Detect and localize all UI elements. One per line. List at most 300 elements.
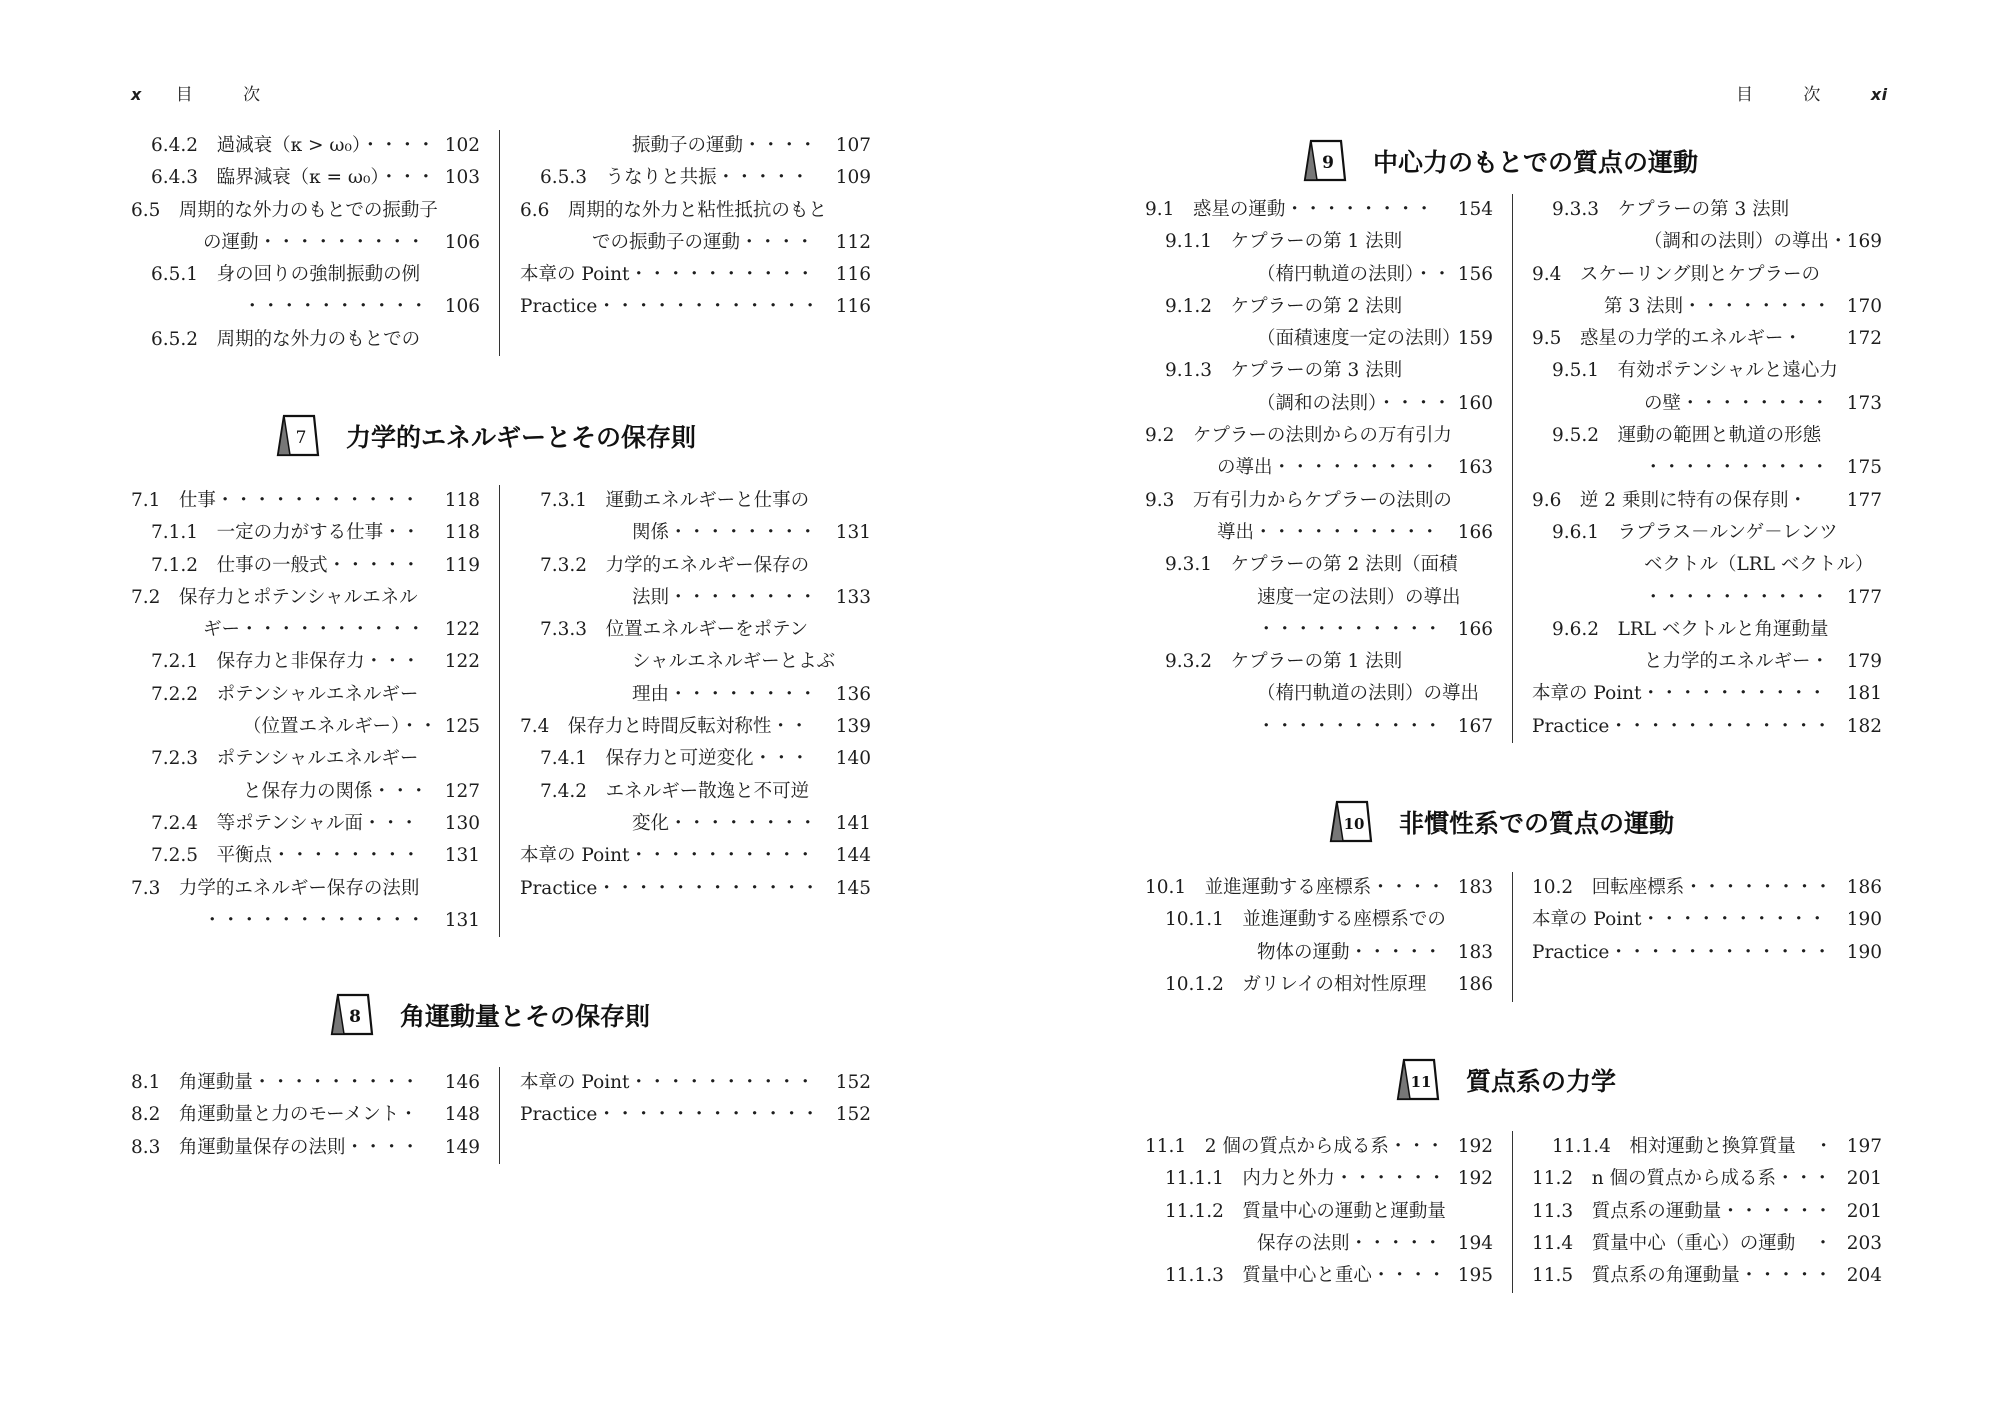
toc-entry	[1145, 388, 1493, 420]
toc-entry-text: 7.2.1 保存力と非保存力・・・	[151, 651, 421, 673]
toc-entry	[1532, 614, 1882, 646]
left-header-word-2: 次	[243, 85, 261, 105]
toc-entry-text: 7.4.2 エネルギー散逸と不可逆	[540, 780, 810, 802]
toc-entry-text: ギー・・・・・・・・・・	[203, 619, 426, 641]
toc-entry-text: 6.4.3 臨界減衰（κ = ω₀）・・・	[151, 167, 436, 189]
toc-page-number: 107	[835, 135, 871, 156]
chapter-number-icon	[1392, 1058, 1440, 1102]
toc-entry	[1532, 1163, 1882, 1195]
toc-page-number: 186	[1457, 973, 1493, 995]
toc-entry-text: 7.3 力学的エネルギー保存の法則	[131, 877, 420, 899]
toc-entry-text: 理由・・・・・・・・	[632, 683, 818, 705]
toc-block-ch10	[1145, 872, 1882, 1002]
toc-left-column	[1145, 194, 1493, 743]
toc-entry-text: 6.4.2 過減衰（κ > ω₀）・・・・	[151, 135, 436, 156]
toc-page-number: 131	[444, 909, 480, 931]
toc-entry-text: 7.2.4 等ポテンシャル面・・・	[151, 812, 419, 834]
toc-page-number: 166	[1457, 521, 1493, 543]
toc-entry-text: の導出・・・・・・・・・	[1217, 457, 1440, 479]
toc-page-number: 118	[444, 490, 480, 511]
toc-page-number: 156	[1457, 263, 1493, 285]
toc-page-number: 119	[444, 554, 480, 576]
toc-page-number: 159	[1457, 328, 1493, 350]
toc-entry-text: 9.6.1 ラプラス－ルンゲ－レンツ	[1552, 521, 1838, 543]
toc-entry	[131, 679, 480, 711]
toc-entry-text: の運動・・・・・・・・・	[203, 231, 426, 253]
toc-page-number: 203	[1846, 1232, 1882, 1254]
toc-entry-text: 7.2.5 平衡点・・・・・・・・	[151, 845, 421, 867]
column-divider	[499, 130, 500, 356]
toc-entry	[1145, 711, 1493, 743]
column-divider	[499, 1067, 500, 1164]
toc-right-column	[520, 485, 871, 905]
toc-entry	[1532, 872, 1882, 904]
toc-page-number: 122	[444, 619, 480, 641]
toc-entry	[1145, 517, 1493, 549]
toc-entry	[1145, 614, 1493, 646]
toc-page-number: 170	[1846, 295, 1882, 317]
toc-entry	[131, 195, 480, 227]
toc-entry	[1532, 646, 1882, 678]
toc-page-number: 148	[444, 1104, 480, 1126]
column-divider	[1512, 194, 1513, 743]
toc-page-number: 192	[1457, 1136, 1493, 1157]
toc-entry-text: 7.1.1 一定の力がする仕事・・	[151, 522, 421, 544]
toc-page-number: 195	[1457, 1265, 1493, 1287]
toc-entry-text: 10.1 並進運動する座標系・・・・	[1145, 877, 1446, 898]
toc-entry	[520, 259, 871, 291]
toc-entry-text: と保存力の関係・・・	[243, 780, 429, 802]
toc-entry-text: 導出・・・・・・・・・・	[1217, 521, 1440, 543]
toc-entry-text: 11.1.1 内力と外力・・・・・・	[1165, 1168, 1446, 1190]
toc-entry-text: 9.1 惑星の運動・・・・・・・・	[1145, 199, 1434, 220]
toc-entry	[1145, 291, 1493, 323]
toc-entry	[1532, 549, 1882, 581]
toc-entry-text: 11.4 質量中心（重心）の運動 ・	[1532, 1232, 1833, 1254]
toc-entry-text: 8.2 角運動量と力のモーメント・	[131, 1104, 418, 1126]
toc-entry	[520, 646, 871, 678]
chapter-title-text: 角運動量とその保存則	[400, 1002, 651, 1031]
toc-entry	[1532, 226, 1882, 258]
toc-entry	[1145, 194, 1493, 226]
toc-right-column	[1532, 1131, 1882, 1292]
toc-entry-text: 7.4.1 保存力と可逆変化・・・	[540, 748, 810, 770]
toc-page-number: 125	[444, 716, 480, 738]
toc-entry	[131, 130, 480, 162]
toc-entry	[520, 679, 871, 711]
column-divider	[1512, 872, 1513, 1002]
toc-page-number: 175	[1846, 457, 1882, 479]
toc-entry	[520, 1099, 871, 1131]
toc-entry	[131, 1067, 480, 1099]
toc-entry	[1145, 646, 1493, 678]
toc-page-number: 152	[835, 1104, 871, 1126]
toc-entry-text: 8.1 角運動量・・・・・・・・・	[131, 1072, 420, 1093]
toc-page-number: 146	[444, 1072, 480, 1093]
toc-entry	[1145, 485, 1493, 517]
toc-entry-text: 6.5.3 うなりと共振・・・・・	[540, 167, 810, 189]
toc-entry-text: ・・・・・・・・・・	[1644, 457, 1830, 479]
toc-entry	[1145, 355, 1493, 387]
toc-entry-text: 11.1.3 質量中心と重心・・・・	[1165, 1265, 1446, 1287]
toc-entry	[520, 582, 871, 614]
toc-page-number: 154	[1457, 199, 1493, 220]
toc-page-number: 131	[835, 522, 871, 544]
toc-entry	[520, 550, 871, 582]
toc-entry	[1145, 969, 1493, 1001]
toc-block-ch9	[1145, 194, 1882, 743]
toc-entry-text: 振動子の運動・・・・	[632, 135, 818, 156]
toc-entry-text: 11.1.4 相対運動と換算質量 ・	[1552, 1136, 1833, 1157]
toc-entry	[520, 711, 871, 743]
toc-page-number: 149	[444, 1136, 480, 1158]
toc-page-number: 183	[1457, 877, 1493, 898]
toc-page-number: 116	[835, 296, 871, 318]
toc-block-ch8	[131, 1067, 871, 1164]
toc-entry-text: Practice・・・・・・・・・・・・	[1532, 941, 1832, 963]
toc-entry-text: 11.1 2 個の質点から成る系・・・	[1145, 1136, 1445, 1157]
toc-entry	[1145, 1163, 1493, 1195]
toc-entry-text: （位置エネルギー）・・	[243, 716, 438, 738]
toc-entry	[131, 743, 480, 775]
toc-entry-text: 9.1.3 ケプラーの第 3 法則	[1165, 360, 1403, 382]
toc-entry	[520, 1067, 871, 1099]
toc-right-column	[1532, 872, 1882, 969]
toc-page-number: 163	[1457, 457, 1493, 479]
toc-entry-text: 保存の法則・・・・・	[1257, 1232, 1443, 1254]
toc-entry	[1145, 937, 1493, 969]
toc-entry-text: （調和の法則）の導出・	[1644, 231, 1848, 253]
toc-page-number: 106	[444, 296, 480, 318]
toc-page-number: 182	[1846, 715, 1882, 737]
toc-left-column	[1145, 1131, 1493, 1292]
toc-entry-text: 9.6 逆 2 乗則に特有の保存則・	[1532, 489, 1807, 511]
toc-entry	[520, 227, 871, 259]
toc-entry	[131, 517, 480, 549]
chapter-number: 8	[349, 1007, 361, 1027]
toc-entry	[520, 614, 871, 646]
toc-entry	[1532, 323, 1882, 355]
toc-entry	[520, 873, 871, 905]
toc-entry-text: 7.3.1 運動エネルギーと仕事の	[540, 490, 810, 511]
column-divider	[1512, 1131, 1513, 1293]
chapter-number: 10	[1343, 815, 1365, 833]
toc-entry	[131, 162, 480, 194]
toc-page-number: 116	[835, 264, 871, 286]
toc-entry-text: （楕円軌道の法則）・・	[1257, 263, 1452, 285]
toc-entry	[1532, 582, 1882, 614]
toc-right-column	[520, 1067, 871, 1132]
toc-page-number: 109	[835, 167, 871, 189]
toc-entry-text: 10.2 回転座標系・・・・・・・・	[1532, 877, 1833, 898]
toc-entry	[131, 905, 480, 937]
toc-page-number: 133	[835, 586, 871, 608]
toc-entry	[1532, 678, 1882, 710]
toc-page-number: 118	[444, 522, 480, 544]
toc-entry-text: Practice・・・・・・・・・・・・	[520, 1104, 820, 1126]
toc-page-number: 172	[1846, 328, 1882, 350]
toc-entry	[1532, 1131, 1882, 1163]
toc-page-number: 106	[444, 231, 480, 253]
toc-page-number: 152	[835, 1072, 871, 1093]
toc-entry-text: 9.1.1 ケプラーの第 1 法則	[1165, 231, 1403, 253]
toc-entry-text: 9.1.2 ケプラーの第 2 法則	[1165, 295, 1403, 317]
right-page-number: xi	[1870, 85, 1888, 104]
toc-entry	[520, 840, 871, 872]
toc-page-number: 181	[1846, 683, 1882, 705]
right-page-header	[1736, 80, 1888, 105]
toc-entry-text: （面積速度一定の法則）	[1257, 328, 1461, 350]
toc-entry	[1532, 194, 1882, 226]
left-header-word-1: 目	[175, 85, 194, 105]
toc-entry-text: 6.6 周期的な外力と粘性抵抗のもと	[520, 199, 827, 221]
toc-entry-text: 11.5 質点系の角運動量・・・・・	[1532, 1265, 1833, 1287]
toc-page-number: 102	[444, 135, 480, 156]
toc-entry-text: 関係・・・・・・・・	[632, 522, 818, 544]
toc-entry-text: ・・・・・・・・・・	[1644, 586, 1830, 608]
toc-page-number: 173	[1846, 392, 1882, 414]
toc-entry	[1145, 420, 1493, 452]
chapter-number: 7	[295, 428, 307, 448]
toc-entry	[520, 162, 871, 194]
toc-entry	[1532, 711, 1882, 743]
toc-entry	[1145, 452, 1493, 484]
toc-entry	[1532, 291, 1882, 323]
toc-entry	[131, 291, 480, 323]
toc-entry	[1145, 904, 1493, 936]
right-header-word-1: 目	[1736, 85, 1754, 105]
toc-entry	[520, 776, 871, 808]
toc-entry	[1145, 259, 1493, 291]
toc-entry-text: （調和の法則）・・・・	[1257, 392, 1452, 414]
toc-page-number: 190	[1846, 941, 1882, 963]
toc-page-number: 103	[444, 167, 480, 189]
toc-entry-text: 9.5.1 有効ポテンシャルと遠心力	[1552, 360, 1838, 382]
toc-block-ch11	[1145, 1131, 1882, 1293]
toc-entry-text: シャルエネルギーとよぶ	[632, 651, 836, 673]
toc-entry	[520, 291, 871, 323]
toc-entry	[1532, 1260, 1882, 1292]
chapter-title	[1299, 139, 1698, 183]
toc-left-column	[131, 485, 480, 937]
toc-entry	[1145, 1196, 1493, 1228]
toc-entry-text: ・・・・・・・・・・・・	[203, 909, 426, 931]
toc-entry	[1532, 1228, 1882, 1260]
toc-entry	[1532, 904, 1882, 936]
toc-entry	[131, 1099, 480, 1131]
toc-entry-text: 7.3.2 力学的エネルギー保存の	[540, 554, 810, 576]
toc-entry	[131, 873, 480, 905]
toc-entry-text: と力学的エネルギー・	[1644, 651, 1830, 673]
toc-page-number: 122	[444, 651, 480, 673]
toc-right-column	[1532, 194, 1882, 743]
toc-page-number: 190	[1846, 909, 1882, 931]
toc-entry-text: の壁・・・・・・・・	[1644, 392, 1830, 414]
toc-entry	[520, 743, 871, 775]
toc-page-number: 177	[1846, 489, 1882, 511]
toc-entry-text: 9.6.2 LRL ベクトルと角運動量	[1552, 618, 1829, 640]
toc-entry	[1532, 485, 1882, 517]
toc-entry	[1145, 872, 1493, 904]
toc-entry	[131, 485, 480, 517]
toc-entry-text: ・・・・・・・・・・	[243, 296, 429, 318]
toc-entry	[131, 259, 480, 291]
toc-page-number: 144	[835, 845, 871, 867]
toc-page-number: 112	[835, 231, 871, 253]
toc-entry	[1145, 582, 1493, 614]
toc-page-number: 130	[444, 812, 480, 834]
toc-entry-text: 7.2.2 ポテンシャルエネルギー	[151, 683, 419, 705]
toc-entry	[131, 550, 480, 582]
toc-entry	[131, 1132, 480, 1164]
toc-entry-text: 9.4 スケーリング則とケプラーの	[1532, 263, 1821, 285]
toc-entry	[131, 582, 480, 614]
toc-page-number: 201	[1846, 1200, 1882, 1222]
toc-right-column	[520, 130, 871, 324]
toc-entry-text: 9.5.2 運動の範囲と軌道の形態	[1552, 425, 1822, 447]
toc-entry	[131, 776, 480, 808]
toc-entry-text: 第 3 法則・・・・・・・・	[1604, 295, 1832, 317]
toc-entry-text: 11.2 n 個の質点から成る系・・・	[1532, 1168, 1832, 1190]
toc-page-number: 141	[835, 812, 871, 834]
toc-entry-text: Practice・・・・・・・・・・・・	[1532, 715, 1832, 737]
toc-entry-text: 9.3.1 ケプラーの第 2 法則（面積	[1165, 554, 1458, 576]
toc-entry	[1532, 388, 1882, 420]
toc-page-number: 169	[1846, 231, 1882, 253]
toc-entry	[1532, 937, 1882, 969]
toc-page-number: 186	[1846, 877, 1882, 898]
toc-block-ch7	[131, 485, 871, 937]
toc-entry	[520, 130, 871, 162]
toc-entry	[520, 485, 871, 517]
toc-entry-text: 6.5.2 周期的な外力のもとでの	[151, 328, 421, 350]
toc-entry	[131, 711, 480, 743]
toc-entry-text: での振動子の運動・・・・	[592, 231, 815, 253]
toc-entry-text: 物体の運動・・・・・	[1257, 941, 1443, 963]
column-divider	[499, 485, 500, 937]
chapter-title-text: 非慣性系での質点の運動	[1399, 809, 1675, 838]
toc-entry-text: 9.3.3 ケプラーの第 3 法則	[1552, 199, 1790, 220]
toc-entry-text: 法則・・・・・・・・	[632, 586, 818, 608]
toc-entry	[131, 808, 480, 840]
toc-left-column	[131, 1067, 480, 1164]
chapter-number-icon	[1299, 139, 1347, 183]
toc-entry-text: 10.1.1 並進運動する座標系での	[1165, 909, 1446, 931]
toc-entry-text: 7.1.2 仕事の一般式・・・・・	[151, 554, 421, 576]
toc-entry-text: （楕円軌道の法則）の導出	[1257, 683, 1480, 705]
toc-entry	[1532, 1196, 1882, 1228]
chapter-number: 11	[1410, 1073, 1432, 1091]
toc-page-number: 127	[444, 780, 480, 802]
toc-entry	[1145, 1131, 1493, 1163]
toc-page-number: 197	[1846, 1136, 1882, 1157]
toc-entry-text: 9.2 ケプラーの法則からの万有引力	[1145, 425, 1452, 447]
toc-left-column	[131, 130, 480, 356]
chapter-title	[1392, 1058, 1616, 1102]
toc-entry-text: 本章の Point・・・・・・・・・・	[520, 1072, 815, 1093]
toc-page-number: 145	[835, 877, 871, 899]
toc-entry-text: 6.5 周期的な外力のもとでの振動子	[131, 199, 438, 221]
left-page-number: x	[131, 85, 142, 104]
toc-entry	[1145, 323, 1493, 355]
toc-entry	[1532, 355, 1882, 387]
right-header-word-2: 次	[1803, 85, 1821, 105]
toc-entry	[520, 195, 871, 227]
toc-page-number: 192	[1457, 1168, 1493, 1190]
toc-entry	[1145, 678, 1493, 710]
toc-block-ch6	[131, 130, 871, 356]
toc-page-number: 201	[1846, 1168, 1882, 1190]
toc-entry-text: 9.3.2 ケプラーの第 1 法則	[1165, 651, 1403, 673]
chapter-title	[1325, 800, 1674, 844]
toc-page-number: 131	[444, 845, 480, 867]
toc-entry-text: Practice・・・・・・・・・・・・	[520, 296, 820, 318]
chapter-title-text: 力学的エネルギーとその保存則	[346, 423, 697, 452]
toc-entry-text: 6.5.1 身の回りの強制振動の例	[151, 264, 421, 286]
toc-entry-text: 7.1 仕事・・・・・・・・・・・	[131, 490, 420, 511]
chapter-title	[326, 993, 650, 1037]
toc-entry-text: 本章の Point・・・・・・・・・・	[1532, 909, 1827, 931]
toc-entry-text: ・・・・・・・・・・	[1257, 618, 1443, 640]
toc-entry	[1145, 1228, 1493, 1260]
toc-entry-text: 11.1.2 質量中心の運動と運動量	[1165, 1200, 1446, 1222]
toc-entry	[131, 227, 480, 259]
toc-entry	[1532, 517, 1882, 549]
chapter-number: 9	[1322, 153, 1334, 173]
toc-page-number: 140	[835, 748, 871, 770]
toc-page-number: 136	[835, 683, 871, 705]
toc-entry	[1532, 259, 1882, 291]
toc-page-number: 139	[835, 716, 871, 738]
toc-entry	[1532, 420, 1882, 452]
toc-entry-text: 10.1.2 ガリレイの相対性原理	[1165, 973, 1427, 995]
toc-entry	[1145, 1260, 1493, 1292]
toc-entry-text: Practice・・・・・・・・・・・・	[520, 877, 820, 899]
toc-entry-text: 7.4 保存力と時間反転対称性・・	[520, 716, 809, 738]
toc-entry-text: 7.3.3 位置エネルギーをポテン	[540, 619, 809, 641]
toc-entry-text: 11.3 質点系の運動量・・・・・・	[1532, 1200, 1833, 1222]
chapter-title-text: 質点系の力学	[1466, 1067, 1617, 1096]
chapter-title	[272, 414, 696, 458]
toc-entry-text: 7.2 保存力とポテンシャルエネル	[131, 586, 418, 608]
toc-entry-text: 本章の Point・・・・・・・・・・	[520, 264, 815, 286]
toc-entry-text: 本章の Point・・・・・・・・・・	[520, 845, 815, 867]
toc-page-number: 167	[1457, 715, 1493, 737]
toc-entry	[131, 646, 480, 678]
toc-entry	[1145, 226, 1493, 258]
chapter-number-icon	[272, 414, 320, 458]
toc-entry-text: 変化・・・・・・・・	[632, 812, 818, 834]
toc-page-number: 177	[1846, 586, 1882, 608]
left-page-header	[131, 80, 305, 105]
toc-page-number: 183	[1457, 941, 1493, 963]
toc-entry-text: 8.3 角運動量保存の法則・・・・	[131, 1136, 420, 1158]
toc-entry	[520, 808, 871, 840]
toc-entry-text: ・・・・・・・・・・	[1257, 715, 1443, 737]
chapter-number-icon	[326, 993, 374, 1037]
toc-entry-text: ベクトル（LRL ベクトル）	[1644, 554, 1874, 576]
chapter-title-text: 中心力のもとでの質点の運動	[1373, 148, 1699, 177]
chapter-number-icon	[1325, 800, 1373, 844]
toc-page-number: 160	[1457, 392, 1493, 414]
toc-entry-text: 9.5 惑星の力学的エネルギー・	[1532, 328, 1802, 350]
toc-entry-text: 速度一定の法則）の導出	[1257, 586, 1461, 608]
toc-entry-text: 本章の Point・・・・・・・・・・	[1532, 683, 1827, 705]
toc-entry	[131, 840, 480, 872]
toc-entry	[131, 324, 480, 356]
toc-entry-text: 9.3 万有引力からケプラーの法則の	[1145, 489, 1452, 511]
toc-entry	[520, 517, 871, 549]
